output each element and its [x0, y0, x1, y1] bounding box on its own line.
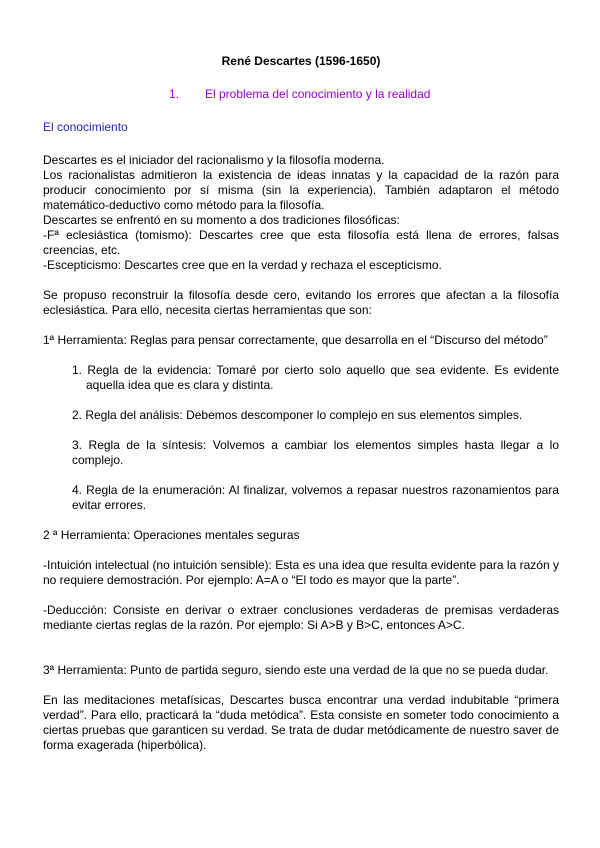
rule-evidence: 1. Regla de la evidencia: Tomaré por cierto solo aquello que sea evidente. Es evidente aquella idea que es clara y distinta.	[72, 363, 559, 392]
intuition-paragraph: -Intuición intelectual (no intuición sensible): Esta es una idea que resulta evidente para la razón y no requiere demostración. Por ejemplo: A=A o “El todo es mayor que la parte”.	[43, 558, 559, 587]
intro-paragraph-5: -Escepticismo: Descartes cree que en la verdad y rechaza el escepticismo.	[43, 258, 442, 272]
tool3-heading: 3ª Herramienta: Punto de partida seguro, siendo este una verdad de la que no se pueda dudar.	[43, 663, 549, 677]
section-heading	[43, 87, 559, 102]
rule-analysis: 2. Regla del análisis: Debemos descomponer lo complejo en sus elementos simples.	[72, 408, 523, 422]
document-page	[43, 54, 559, 753]
section-number: 1.	[169, 87, 180, 101]
rule-enumeration: 4. Regla de la enumeración: Al finalizar, volvemos a repasar nuestros razonamientos para evitar errores.	[72, 483, 559, 512]
tool1-heading: 1ª Herramienta: Reglas para pensar correctamente, que desarrolla en el “Discurso del método”	[43, 333, 548, 347]
reconstruct-paragraph: Se propuso reconstruir la filosofía desde cero, evitando los errores que afectan a la filosofía eclesiástica. Para ello, necesita ciertas herramientas que son:	[43, 288, 559, 317]
deduction-paragraph: -Deducción: Consiste en derivar o extraer conclusiones verdaderas de premisas verdaderas mediante ciertas reglas de la razón. Por ejemplo: Si A>B y B>C, entonces A>C.	[43, 603, 559, 632]
intro-paragraph-1: Descartes es el iniciador del racionalismo y la filosofía moderna.	[43, 153, 385, 167]
intro-paragraph-4: -Fª eclesiástica (tomismo): Descartes cree que esta filosofía está llena de errores, falsas creencias, etc.	[43, 228, 559, 257]
section-title: El problema del conocimiento y la realidad	[205, 87, 431, 101]
tool2-heading: 2 ª Herramienta: Operaciones mentales seguras	[43, 528, 300, 542]
intro-paragraph-3: Descartes se enfrentó en su momento a dos tradiciones filosóficas:	[43, 213, 400, 227]
meditations-paragraph: En las meditaciones metafísicas, Descartes busca encontrar una verdad indubitable “primera verdad”. Para ello, practicará la “duda metódica”. Esta consiste en someter todo conocimiento a ciertas pruebas que garanticen su verdad. Se trata de dudar metódicamente de nuestro saver de forma exagerada (hiperbólica).	[43, 693, 559, 752]
document-title: René Descartes (1596-1650)	[221, 54, 381, 68]
rule-synthesis: 3. Regla de la síntesis: Volvemos a cambiar los elementos simples hasta llegar a lo complejo.	[72, 438, 559, 467]
subsection-title: El conocimiento	[43, 120, 128, 134]
intro-paragraph-2: Los racionalistas admitieron la existencia de ideas innatas y la capacidad de la razón para producir conocimiento por sí misma (sin la experiencia). También adaptaron el método matemático-deductivo como método para la filosofía.	[43, 168, 559, 212]
